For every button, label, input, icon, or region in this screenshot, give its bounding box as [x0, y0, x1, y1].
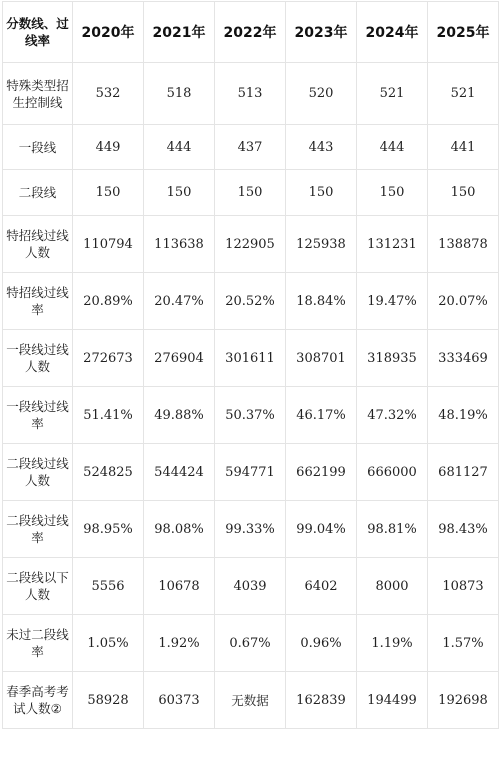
- row-label: 特招线过线人数: [3, 216, 73, 273]
- row-label: 一段线: [3, 125, 73, 170]
- table-cell: 0.96%: [286, 615, 357, 672]
- table-cell: 150: [286, 170, 357, 216]
- table-cell: 150: [215, 170, 286, 216]
- table-cell: 50.37%: [215, 387, 286, 444]
- table-cell: 110794: [73, 216, 144, 273]
- table-cell: 99.04%: [286, 501, 357, 558]
- table-cell: 58928: [73, 672, 144, 729]
- table-row: [3, 501, 499, 558]
- table-row: [3, 444, 499, 501]
- table-cell: 113638: [144, 216, 215, 273]
- table-row: [3, 170, 499, 216]
- table-cell: 20.89%: [73, 273, 144, 330]
- table-cell: 20.47%: [144, 273, 215, 330]
- table-cell: 122905: [215, 216, 286, 273]
- table-cell: 318935: [357, 330, 428, 387]
- table-cell: 51.41%: [73, 387, 144, 444]
- table-row: [3, 615, 499, 672]
- table-cell: 666000: [357, 444, 428, 501]
- table-cell: 131231: [357, 216, 428, 273]
- table-header: [3, 2, 499, 63]
- table-cell: 150: [73, 170, 144, 216]
- table-cell: 98.95%: [73, 501, 144, 558]
- row-label: 未过二段线率: [3, 615, 73, 672]
- table-cell: 524825: [73, 444, 144, 501]
- header-row: [3, 2, 499, 63]
- table-cell: 441: [428, 125, 499, 170]
- table-row: [3, 63, 499, 125]
- table-cell: 308701: [286, 330, 357, 387]
- table-row: [3, 273, 499, 330]
- table-cell: 594771: [215, 444, 286, 501]
- table-cell: 125938: [286, 216, 357, 273]
- year-header: 2021年: [144, 2, 215, 63]
- table-cell: 1.05%: [73, 615, 144, 672]
- table-cell: 192698: [428, 672, 499, 729]
- table-cell: 150: [357, 170, 428, 216]
- table-row: [3, 216, 499, 273]
- table-body: [3, 63, 499, 729]
- table-cell: 19.47%: [357, 273, 428, 330]
- table-cell: 60373: [144, 672, 215, 729]
- table-cell: 46.17%: [286, 387, 357, 444]
- table-cell: 449: [73, 125, 144, 170]
- table-cell: 1.19%: [357, 615, 428, 672]
- table-row: [3, 330, 499, 387]
- row-label: 春季高考考试人数②: [3, 672, 73, 729]
- table-cell: 150: [428, 170, 499, 216]
- table-cell: 662199: [286, 444, 357, 501]
- table-cell: 1.92%: [144, 615, 215, 672]
- row-label: 特招线过线率: [3, 273, 73, 330]
- table-cell: 99.33%: [215, 501, 286, 558]
- table-cell: 513: [215, 63, 286, 125]
- row-label: 一段线过线人数: [3, 330, 73, 387]
- table-cell: 681127: [428, 444, 499, 501]
- table-cell: 0.67%: [215, 615, 286, 672]
- table-cell: 10873: [428, 558, 499, 615]
- table-cell: 301611: [215, 330, 286, 387]
- table-cell: 1.57%: [428, 615, 499, 672]
- table-cell: 47.32%: [357, 387, 428, 444]
- admission-scores-table: [2, 1, 499, 729]
- table-row: [3, 672, 499, 729]
- row-label: 一段线过线率: [3, 387, 73, 444]
- year-header: 2022年: [215, 2, 286, 63]
- row-label: 二段线: [3, 170, 73, 216]
- table-cell: 444: [357, 125, 428, 170]
- row-label: 二段线以下人数: [3, 558, 73, 615]
- year-header: 2025年: [428, 2, 499, 63]
- table-cell: 521: [357, 63, 428, 125]
- table-cell: 521: [428, 63, 499, 125]
- table-cell: 5556: [73, 558, 144, 615]
- table-cell: 49.88%: [144, 387, 215, 444]
- table-cell: 444: [144, 125, 215, 170]
- table-cell: 333469: [428, 330, 499, 387]
- year-header: 2023年: [286, 2, 357, 63]
- table-cell: 437: [215, 125, 286, 170]
- table-cell: 544424: [144, 444, 215, 501]
- table-cell: 20.07%: [428, 273, 499, 330]
- table-cell: 162839: [286, 672, 357, 729]
- year-header: 2024年: [357, 2, 428, 63]
- table-row: [3, 558, 499, 615]
- row-label: 二段线过线率: [3, 501, 73, 558]
- table-cell: 194499: [357, 672, 428, 729]
- table-cell: 150: [144, 170, 215, 216]
- table-cell: 138878: [428, 216, 499, 273]
- table-cell: 443: [286, 125, 357, 170]
- table-cell: 98.81%: [357, 501, 428, 558]
- table-cell: 98.43%: [428, 501, 499, 558]
- year-header: 2020年: [73, 2, 144, 63]
- row-label: 二段线过线人数: [3, 444, 73, 501]
- table-cell: 518: [144, 63, 215, 125]
- table-row: [3, 125, 499, 170]
- row-label: 特殊类型招生控制线: [3, 63, 73, 125]
- table-cell: 8000: [357, 558, 428, 615]
- table-cell: 532: [73, 63, 144, 125]
- table-cell: 6402: [286, 558, 357, 615]
- table-row: [3, 387, 499, 444]
- table-cell: 272673: [73, 330, 144, 387]
- corner-header: 分数线、过线率: [3, 2, 73, 63]
- table-cell: 98.08%: [144, 501, 215, 558]
- table-cell: 276904: [144, 330, 215, 387]
- table-cell: 18.84%: [286, 273, 357, 330]
- table-cell: 520: [286, 63, 357, 125]
- table-cell: 20.52%: [215, 273, 286, 330]
- table-cell: 4039: [215, 558, 286, 615]
- table-cell: 10678: [144, 558, 215, 615]
- table-cell: 48.19%: [428, 387, 499, 444]
- table-cell: 无数据: [215, 672, 286, 729]
